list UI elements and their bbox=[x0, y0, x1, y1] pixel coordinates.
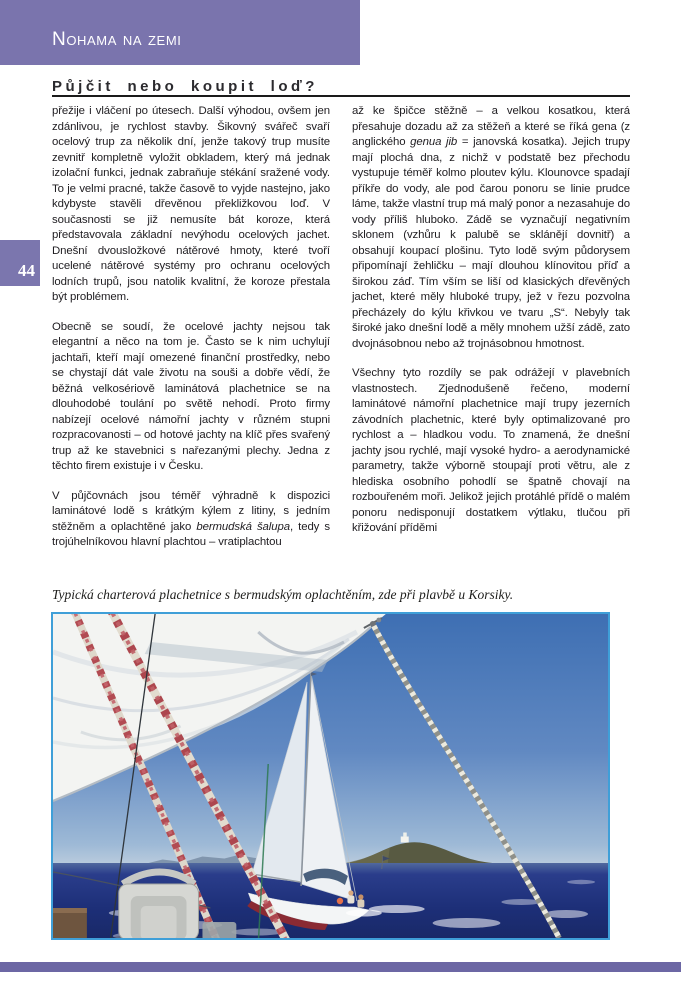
body-paragraph: Všechny tyto rozdíly se pak odrážejí v plavebních vlastnostech. Zjednodušeně řečeno, moderní laminátové námořní plachetnice mají trupy jezerních závodních plachetnic, které byly optimalizované pro rychlost a – hladkou vodu. To znamená, že dnešní jachty jsou rychlé, mají vysoké hydro- a aerodynamické parametry, takže výborně stoupají proti větru, ale z hlediska osobního pohodlí se špatně chovají na rozbouřeném moři. Jelikož jejich protáhlé přídě o malém ponoru nedisponují dostatkem výtlaku, tlučou při křižování příděmi bbox=[352, 367, 630, 534]
page-title: Půjčit nebo koupit loď? bbox=[52, 78, 318, 96]
section-label: Nohama na zemi bbox=[52, 29, 182, 50]
sailboat-photo bbox=[51, 612, 610, 940]
body-paragraph: Obecně se soudí, že ocelové jachty nejsou tak elegantní a něco na tom je. Často se k nim uchylují jachtaři, kteří mají omezené finanční prostředky, nebo se chystají dát vale životu na souši a dobře vědí, že běžná velkosériově laminátová plachetnice se na dlouhodobé toulání po světě nehodí. Proto firmy nabízejí ocelové námořní jachty v různém stupni rozpracovanosti – od hotové jachty na klíč přes svařený trup až ke stavebnici s nařezanými plechy. Jedna z těchto firem existuje i v Česku. bbox=[52, 320, 330, 472]
lighthouse bbox=[401, 837, 409, 843]
page-number: 44 bbox=[18, 261, 35, 280]
section-header-band bbox=[0, 0, 360, 65]
article-column-left bbox=[52, 104, 330, 582]
article-column-right bbox=[352, 104, 630, 582]
sailboat-photo-graphic bbox=[53, 614, 608, 938]
page-number-box bbox=[0, 240, 40, 286]
title-rule bbox=[52, 95, 630, 97]
article-body bbox=[52, 104, 630, 582]
body-paragraph: až ke špičce stěžně – a velkou kosatkou, která přesahuje dozadu až za stěžeň a které se říká gena (z anglického genua jib = janovská kosatka). Jejich trupy mají plochá dna, z nichž v podstatě bez přechodu vystupuje téměř kolmo ploutev kýlu. Klounovce spadají příkře do vody, ale pod čarou ponoru se linie prudce láme, takže vlastní trup má malý ponor a nezasahuje do vody příliš hluboko. Zádě se vyznačují negativním sklonem (vzhůru k palubě se sklánějí dovnitř) a obsahují koupací plošinu. Tyto lodě svým půdorysem připomínají žehličku – mají dlouhou klínovitou příď a širokou záď. Tím vším se liší od klasických dřevěných jachet, které měly hluboké trupy, jež v řezu pozvolna přecházely do kýlu křivkou ve tvaru „S“. Nebyly tak široké jako dnešní lodě a měly mnohem užší zádě, zato dvojnásobnou nebo až trojnásobnou hmotnost. bbox=[352, 105, 630, 350]
body-paragraph: přežije i vláčení po útesech. Další výhodou, ovšem jen zdánlivou, je rychlost stavby. Šikovný svářeč svaří ocelový trup za několik dní, jenže takový trup musíte zevnitř kompletně vyložit obkladem, který má jednak izolační funkci, jednak zabraňuje stékání sražené vody. To je velmi pracné, takže časově to vyjde nastejno, jako kdybyste stavěli dřevěnou překližkovou loď. V současnosti se již nemusíte bát koroze, která představovala základní nevýhodu ocelových jachet. Dnešní dvousložkové nátěrové hmoty, které tvoří ucelené nátěrové systémy pro ochranu ocelových lodních trupů, jsou natolik kvalitní, že koroze přestala být problémem. bbox=[52, 105, 330, 303]
footer-band bbox=[0, 962, 681, 972]
figure-caption: Typická charterová plachetnice s bermudským oplachtěním, zde při plavbě u Korsiky. bbox=[52, 587, 514, 602]
body-paragraph: V půjčovnách jsou téměř výhradně k dispozici laminátové lodě s krátkým kýlem z litiny, s jedním stěžněm a oplachtěné jako bermudská šalupa, tedy s trojúhelníkovou hlavní plachtou – vratiplachtou bbox=[52, 489, 331, 548]
